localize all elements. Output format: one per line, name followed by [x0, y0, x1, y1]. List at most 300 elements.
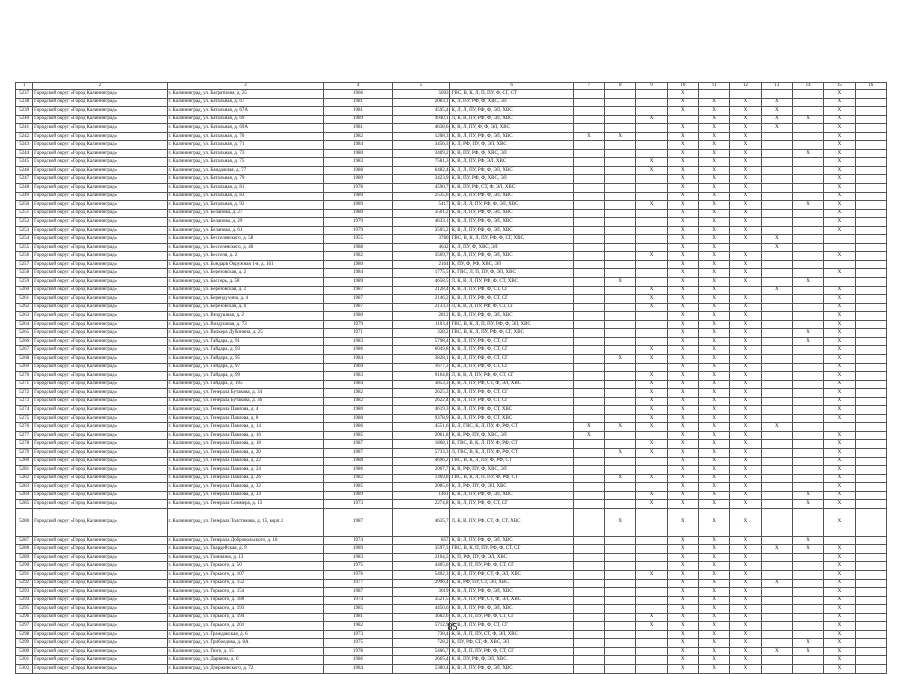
mark-cell: X	[824, 665, 855, 674]
mark-cell: X	[792, 337, 823, 346]
row-number-cell: 5261	[16, 295, 33, 304]
empty-cell	[855, 303, 886, 312]
empty-cell	[855, 440, 886, 449]
empty-cell	[573, 656, 604, 665]
mark-cell: X	[730, 448, 761, 457]
table-row	[16, 269, 887, 278]
empty-cell	[636, 107, 667, 116]
mark-cell: X	[698, 553, 729, 562]
empty-cell	[792, 354, 823, 363]
mark-cell: X	[667, 252, 698, 261]
mark-cell: X	[667, 166, 698, 175]
mark-cell: X	[824, 380, 855, 389]
empty-cell	[855, 192, 886, 201]
mark-cell: X	[667, 346, 698, 355]
mark-cell: X	[698, 466, 729, 475]
mark-cell: X	[824, 613, 855, 622]
empty-cell	[792, 132, 823, 141]
mark-cell: X	[730, 354, 761, 363]
mark-cell: X	[730, 423, 761, 432]
empty-cell	[855, 423, 886, 432]
municipality-cell: Городской округ «Город Калининград»	[33, 107, 167, 116]
empty-cell	[573, 260, 604, 269]
row-number-cell: 5237	[16, 90, 33, 99]
empty-cell	[855, 613, 886, 622]
empty-cell	[636, 605, 667, 614]
mark-cell: X	[573, 423, 604, 432]
empty-cell	[792, 380, 823, 389]
mark-cell: X	[698, 656, 729, 665]
empty-cell	[573, 329, 604, 338]
mark-cell: X	[667, 286, 698, 295]
municipality-cell: Городской округ «Город Калининград»	[33, 656, 167, 665]
municipality-cell: Городской округ «Город Калининград»	[33, 226, 167, 235]
area-cell: 1677,3	[392, 363, 450, 372]
year-cell: 1955	[324, 235, 393, 244]
year-cell: 1980	[324, 406, 393, 415]
empty-cell	[792, 303, 823, 312]
empty-cell	[636, 218, 667, 227]
area-cell: 5417	[392, 201, 450, 210]
mark-cell: X	[730, 630, 761, 639]
mark-cell: X	[698, 158, 729, 167]
mark-cell: X	[730, 107, 761, 116]
mark-cell: X	[730, 303, 761, 312]
mark-cell: X	[636, 440, 667, 449]
row-number-cell: 5253	[16, 226, 33, 235]
municipality-cell: Городской округ «Город Калининград»	[33, 440, 167, 449]
empty-cell	[824, 260, 855, 269]
mark-cell: X	[667, 406, 698, 415]
empty-cell	[636, 149, 667, 158]
mark-cell: X	[824, 466, 855, 475]
mark-cell: X	[698, 380, 729, 389]
area-cell: 2996,4	[392, 579, 450, 588]
year-cell: 1981	[324, 124, 393, 133]
column-number: 9	[636, 83, 667, 90]
municipality-cell: Городской округ «Город Калининград»	[33, 90, 167, 99]
mark-cell: X	[730, 536, 761, 545]
year-cell: 1986	[324, 346, 393, 355]
empty-cell	[605, 218, 636, 227]
empty-cell	[636, 184, 667, 193]
mark-cell: X	[761, 124, 792, 133]
table-row	[16, 406, 887, 415]
address-cell: г. Калининград, ул. Генерала Добровольского, д. 18	[167, 536, 324, 545]
empty-cell	[605, 201, 636, 210]
work-types-cell: Л, К, В, ПУ, РФ, Ф, ЭЛ, ХВС	[450, 115, 573, 124]
address-cell: г. Калининград, ул. Гайдара, д. 93	[167, 346, 324, 355]
work-types-cell: К, В, Л, ПУ, РФ, Ф, СТ, ХВС	[450, 406, 573, 415]
municipality-cell: Городской округ «Город Калининград»	[33, 588, 167, 597]
mark-cell: X	[636, 372, 667, 381]
table-row	[16, 562, 887, 571]
table-row	[16, 588, 887, 597]
mark-cell: X	[667, 622, 698, 631]
mark-cell: X	[698, 166, 729, 175]
year-cell: 1980	[324, 192, 393, 201]
year-cell: 1979	[324, 226, 393, 235]
mark-cell: X	[667, 536, 698, 545]
mark-cell: X	[792, 545, 823, 554]
empty-cell	[636, 562, 667, 571]
empty-cell	[855, 508, 886, 536]
empty-cell	[636, 209, 667, 218]
work-types-cell: ГВС, В, К, Л, П, ПУ, Ф, РФ, СТ	[450, 474, 573, 483]
empty-cell	[855, 320, 886, 329]
year-cell: 1975	[324, 639, 393, 648]
empty-cell	[761, 132, 792, 141]
year-cell: 1989	[324, 201, 393, 210]
table-row	[16, 596, 887, 605]
year-cell: 1966	[324, 90, 393, 99]
mark-cell: X	[667, 235, 698, 244]
row-number-cell: 5278	[16, 440, 33, 449]
empty-cell	[761, 184, 792, 193]
mark-cell: X	[761, 107, 792, 116]
mark-cell: X	[824, 483, 855, 492]
mark-cell: X	[698, 570, 729, 579]
table-row	[16, 553, 887, 562]
mark-cell: X	[824, 132, 855, 141]
mark-cell: X	[698, 536, 729, 545]
year-cell: 1988	[324, 414, 393, 423]
work-types-cell: В, Л, ГВС, К, Л, ПУ, Ф, РФ, СТ	[450, 423, 573, 432]
municipality-cell: Городской округ «Город Калининград»	[33, 389, 167, 398]
empty-cell	[792, 570, 823, 579]
area-cell: 2128,4	[392, 286, 450, 295]
empty-cell	[573, 235, 604, 244]
mark-cell: X	[698, 260, 729, 269]
column-number: 11	[698, 83, 729, 90]
empty-cell	[605, 491, 636, 500]
empty-cell	[636, 596, 667, 605]
mark-cell: X	[698, 483, 729, 492]
empty-cell	[605, 406, 636, 415]
area-cell: 2061,8	[392, 431, 450, 440]
column-number: 16	[855, 83, 886, 90]
mark-cell: X	[667, 98, 698, 107]
row-number-cell: 5283	[16, 483, 33, 492]
address-cell: г. Калининград, ул. Батальная, д. 69А	[167, 124, 324, 133]
empty-cell	[605, 457, 636, 466]
mark-cell: X	[730, 397, 761, 406]
work-types-cell: Л, К, В, ПУ, РФ, СТ, Ф, СТ, ХВС	[450, 508, 573, 536]
mark-cell: X	[730, 175, 761, 184]
empty-cell	[573, 252, 604, 261]
year-cell: 1983	[324, 372, 393, 381]
empty-cell	[605, 312, 636, 321]
empty-cell	[761, 166, 792, 175]
work-types-cell: К, В, Л, ПУ, РФ, Ф, ЭЛ, ХВС	[450, 491, 573, 500]
municipality-cell: Городской округ «Город Калининград»	[33, 235, 167, 244]
mark-cell: X	[824, 226, 855, 235]
mark-cell: X	[824, 639, 855, 648]
mark-cell: X	[698, 192, 729, 201]
mark-cell: X	[824, 184, 855, 193]
municipality-cell: Городской округ «Город Калининград»	[33, 665, 167, 674]
empty-cell	[636, 431, 667, 440]
area-cell: 3456,3	[392, 141, 450, 150]
row-number-cell: 5245	[16, 158, 33, 167]
empty-cell	[792, 346, 823, 355]
mark-cell: X	[667, 474, 698, 483]
empty-cell	[855, 363, 886, 372]
empty-cell	[636, 647, 667, 656]
empty-cell	[573, 613, 604, 622]
mark-cell: X	[824, 107, 855, 116]
mark-cell: X	[761, 235, 792, 244]
mark-cell: X	[698, 423, 729, 432]
mark-cell: X	[730, 115, 761, 124]
area-cell: 4450,6	[392, 605, 450, 614]
mark-cell: X	[698, 440, 729, 449]
mark-cell: X	[698, 175, 729, 184]
mark-cell: X	[824, 579, 855, 588]
area-cell: 4619,3	[392, 406, 450, 415]
empty-cell	[605, 596, 636, 605]
mark-cell: X	[730, 209, 761, 218]
mark-cell: X	[824, 397, 855, 406]
mark-cell: X	[824, 124, 855, 133]
empty-cell	[792, 457, 823, 466]
empty-cell	[636, 192, 667, 201]
area-cell: 1469,8	[392, 474, 450, 483]
municipality-cell: Городской округ «Город Калининград»	[33, 562, 167, 571]
empty-cell	[824, 235, 855, 244]
empty-cell	[792, 414, 823, 423]
empty-cell	[573, 158, 604, 167]
year-cell: 1982	[324, 252, 393, 261]
mark-cell: X	[667, 588, 698, 597]
municipality-cell: Городской округ «Город Калининград»	[33, 320, 167, 329]
mark-cell: X	[667, 440, 698, 449]
year-cell: 1973	[324, 500, 393, 509]
empty-cell	[605, 303, 636, 312]
mark-cell: X	[824, 158, 855, 167]
empty-cell	[761, 380, 792, 389]
mark-cell: X	[698, 329, 729, 338]
mark-cell: X	[698, 141, 729, 150]
mark-cell: X	[636, 286, 667, 295]
municipality-cell: Городской округ «Город Калининград»	[33, 260, 167, 269]
mark-cell: X	[698, 474, 729, 483]
row-number-cell: 5246	[16, 166, 33, 175]
address-cell: г. Калининград, ул. Грибоедова, д. 8А	[167, 639, 324, 648]
empty-cell	[855, 483, 886, 492]
mark-cell: X	[730, 235, 761, 244]
year-cell: 1989	[324, 491, 393, 500]
mark-cell: X	[667, 596, 698, 605]
empty-cell	[761, 397, 792, 406]
municipality-cell: Городской округ «Город Калининград»	[33, 286, 167, 295]
column-number: 10	[667, 83, 698, 90]
table-row	[16, 260, 887, 269]
mark-cell: X	[761, 243, 792, 252]
mark-cell: X	[667, 553, 698, 562]
empty-cell	[761, 226, 792, 235]
area-cell: 3019	[392, 588, 450, 597]
municipality-cell: Городской округ «Город Калининград»	[33, 414, 167, 423]
municipality-cell: Городской округ «Город Калининград»	[33, 278, 167, 287]
row-number-cell: 5287	[16, 536, 33, 545]
empty-cell	[605, 226, 636, 235]
area-cell: 4405,6	[392, 562, 450, 571]
column-number: 2	[33, 83, 167, 90]
table-row	[16, 570, 887, 579]
empty-cell	[855, 562, 886, 571]
mark-cell: X	[824, 175, 855, 184]
row-number-cell: 5242	[16, 132, 33, 141]
work-types-cell: ГВС, В, К, Л, ПУ, РФ, Ф, СГ, ХВС	[450, 235, 573, 244]
empty-cell	[605, 158, 636, 167]
empty-cell	[573, 303, 604, 312]
year-cell: 1981	[324, 613, 393, 622]
empty-cell	[792, 295, 823, 304]
mark-cell: X	[667, 562, 698, 571]
column-number: 8	[605, 83, 636, 90]
year-cell: 1980	[324, 175, 393, 184]
empty-cell	[792, 166, 823, 175]
area-cell: 4635,7	[392, 508, 450, 536]
table-row	[16, 175, 887, 184]
mark-cell: X	[667, 107, 698, 116]
address-cell: г. Калининград, ул. Березовская, д. 6	[167, 303, 324, 312]
mark-cell: X	[698, 605, 729, 614]
address-cell: г. Калининград, ул. Гайдара, д. 99	[167, 372, 324, 381]
empty-cell	[792, 243, 823, 252]
year-cell: 1986	[324, 466, 393, 475]
empty-cell	[605, 397, 636, 406]
mark-cell: X	[667, 613, 698, 622]
address-cell: г. Калининград, ул. Горького, д. 154	[167, 588, 324, 597]
work-types-cell: В, ГВС, В, К, Л, ПУ, Ф, РФ, СТ	[450, 440, 573, 449]
empty-cell	[605, 346, 636, 355]
municipality-cell: Городской округ «Город Калининград»	[33, 252, 167, 261]
address-cell: г. Калининград, ул. Батальная, д. 67	[167, 98, 324, 107]
empty-cell	[792, 588, 823, 597]
mark-cell: X	[730, 483, 761, 492]
work-types-cell: К, В, Л, ПУ, РФ, Ф, ЭЛ, ХВС	[450, 226, 573, 235]
mark-cell: X	[792, 639, 823, 648]
empty-cell	[792, 508, 823, 536]
address-cell: г. Калининград, ул. Берендухина, д. 4	[167, 295, 324, 304]
mark-cell: X	[698, 209, 729, 218]
empty-cell	[792, 553, 823, 562]
empty-cell	[636, 278, 667, 287]
empty-cell	[605, 647, 636, 656]
table-row	[16, 440, 887, 449]
empty-cell	[855, 209, 886, 218]
table-row	[16, 158, 887, 167]
mark-cell: X	[698, 372, 729, 381]
empty-cell	[605, 431, 636, 440]
mark-cell: X	[698, 303, 729, 312]
area-cell: 4658,5	[392, 278, 450, 287]
mark-cell: X	[730, 320, 761, 329]
area-cell: 4638,6	[392, 124, 450, 133]
mark-cell: X	[730, 588, 761, 597]
empty-cell	[855, 184, 886, 193]
empty-cell	[855, 656, 886, 665]
empty-cell	[761, 175, 792, 184]
work-types-cell: К, Л, Л, ПУ, РФ, Ф, ЭЛ, ХВС	[450, 107, 573, 116]
row-number-cell: 5252	[16, 218, 33, 227]
municipality-cell: Городской округ «Город Калининград»	[33, 149, 167, 158]
address-cell: г. Калининград, ул. Генерала Павлова, д. 24	[167, 466, 324, 475]
year-cell: 1987	[324, 588, 393, 597]
work-types-cell: К, В, Л, ПУ, РФ, Ф, ЭЛ, ХВС	[450, 588, 573, 597]
municipality-cell: Городской округ «Город Калининград»	[33, 166, 167, 175]
empty-cell	[855, 295, 886, 304]
municipality-cell: Городской округ «Город Калининград»	[33, 483, 167, 492]
empty-cell	[792, 124, 823, 133]
municipality-cell: Городской округ «Город Калининград»	[33, 209, 167, 218]
work-types-cell: К, В, Л, ПУ, РФ, Ф, СТ, СГ	[450, 354, 573, 363]
empty-cell	[792, 269, 823, 278]
mark-cell: X	[667, 149, 698, 158]
mark-cell: X	[824, 192, 855, 201]
address-cell: г. Калининград, ул. Березовская, д. 2	[167, 286, 324, 295]
year-cell: 1977	[324, 579, 393, 588]
empty-cell	[573, 414, 604, 423]
year-cell: 1987	[324, 286, 393, 295]
table-row	[16, 141, 887, 150]
municipality-cell: Городской округ «Город Калининград»	[33, 312, 167, 321]
work-types-cell: К, Л, РФ, ПУ, Ф, ЭЛ, ХВС	[450, 483, 573, 492]
mark-cell: X	[730, 553, 761, 562]
mark-cell: X	[636, 115, 667, 124]
empty-cell	[698, 90, 729, 99]
address-cell: г. Калининград, ул. Генерала Толстикова, д. 15, корп.1	[167, 508, 324, 536]
work-types-cell: К, В, ПУ, РФ, Ф, ХВС, ЭЛ	[450, 149, 573, 158]
mark-cell: X	[761, 423, 792, 432]
empty-cell	[573, 278, 604, 287]
empty-cell	[573, 98, 604, 107]
empty-cell	[792, 397, 823, 406]
municipality-cell: Городской округ «Город Калининград»	[33, 295, 167, 304]
row-number-cell: 5258	[16, 269, 33, 278]
empty-cell	[573, 269, 604, 278]
mark-cell: X	[792, 536, 823, 545]
empty-cell	[792, 209, 823, 218]
address-cell: г. Калининград, ул. Гайдара, д. 91	[167, 337, 324, 346]
row-number-cell: 5251	[16, 209, 33, 218]
table-row	[16, 124, 887, 133]
mark-cell: X	[698, 235, 729, 244]
mark-cell: X	[667, 124, 698, 133]
mark-cell: X	[824, 656, 855, 665]
address-cell: г. Калининград, ул. Березовская, д. 2	[167, 269, 324, 278]
mark-cell: X	[824, 508, 855, 536]
row-number-cell: 5267	[16, 346, 33, 355]
mark-cell: X	[761, 98, 792, 107]
address-cell: г. Калининград, ул. Бесселя, д. 2	[167, 252, 324, 261]
empty-cell	[855, 226, 886, 235]
mark-cell: X	[761, 579, 792, 588]
empty-cell	[573, 553, 604, 562]
mark-cell: X	[824, 98, 855, 107]
empty-cell	[636, 235, 667, 244]
empty-cell	[605, 536, 636, 545]
mark-cell: X	[824, 141, 855, 150]
mark-cell: X	[667, 656, 698, 665]
mark-cell: X	[698, 346, 729, 355]
row-number-cell: 5264	[16, 320, 33, 329]
mark-cell: X	[698, 665, 729, 674]
mark-cell: X	[730, 158, 761, 167]
mark-cell: X	[667, 647, 698, 656]
